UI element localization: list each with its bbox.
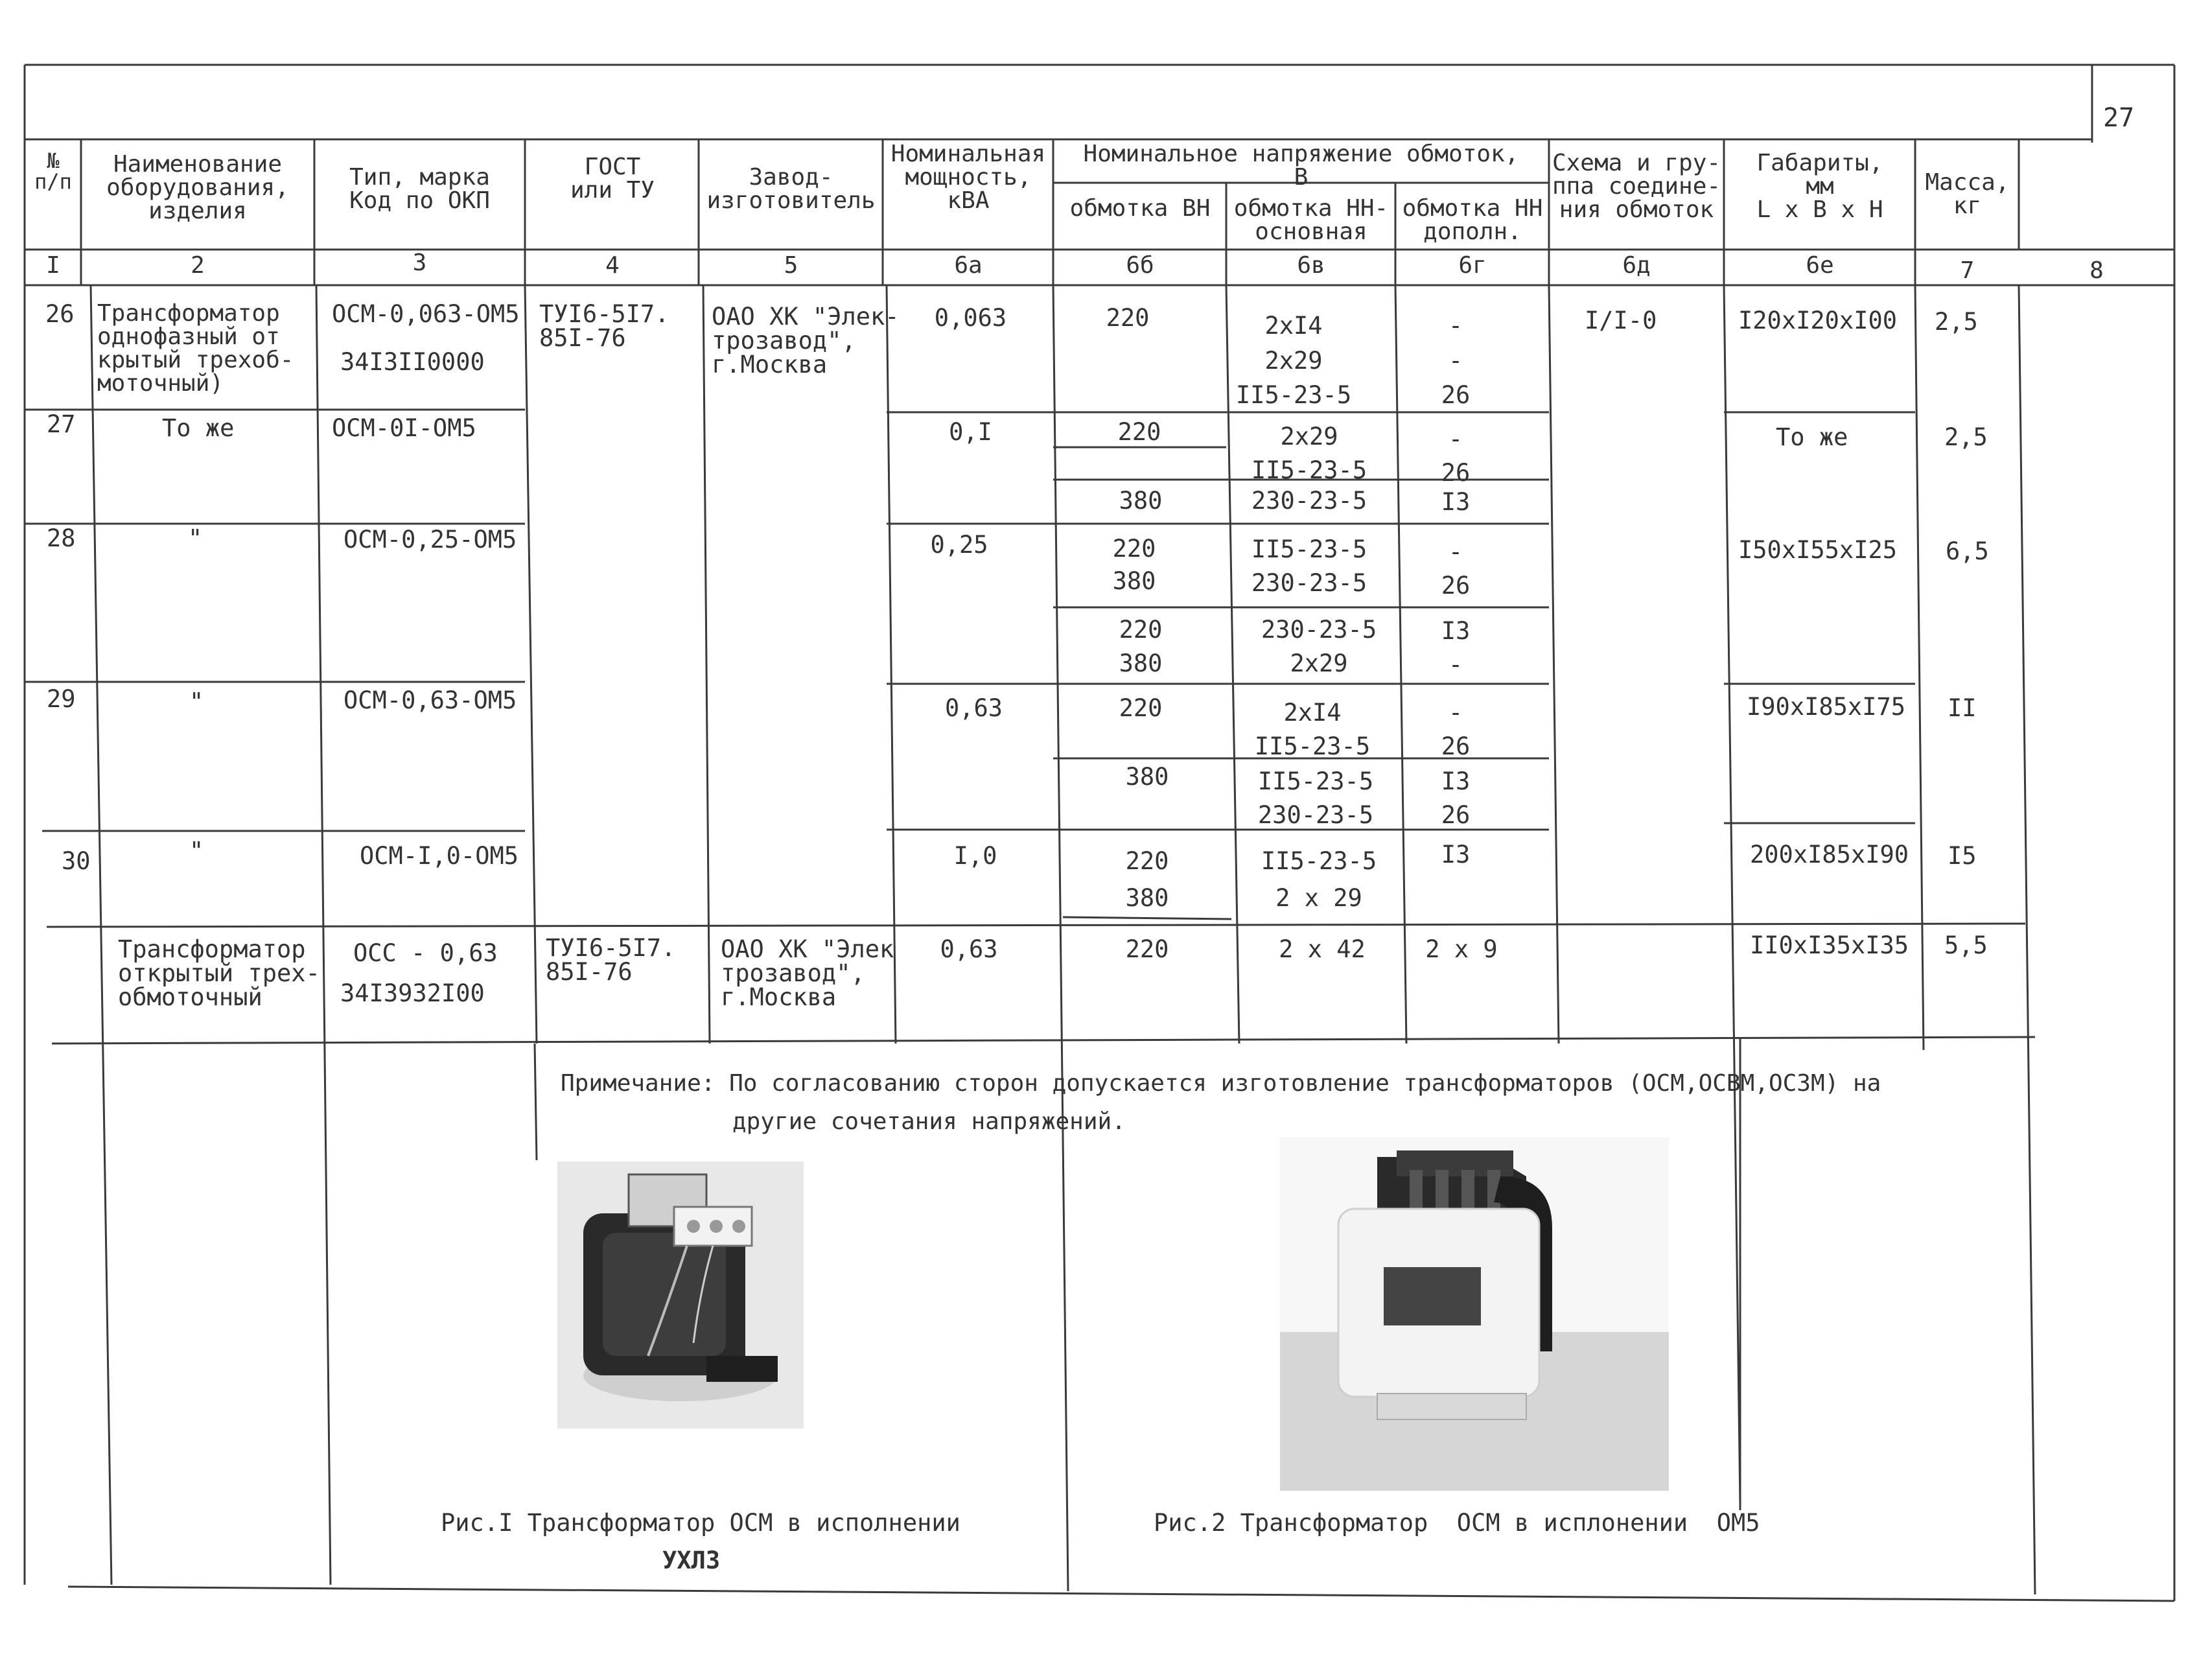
row31-code: 34I3932I00 bbox=[340, 979, 485, 1007]
row28-vn1: 220 380 bbox=[1112, 535, 1156, 595]
row29-nn2: II5-23-5 230-23-5 bbox=[1257, 767, 1374, 829]
row28-nn1: II5-23-5 230-23-5 bbox=[1251, 535, 1367, 597]
row27-nn2: 230-23-5 bbox=[1251, 487, 1367, 515]
row29-add2: I3 26 bbox=[1441, 767, 1471, 829]
row31-nn: 2 x 42 bbox=[1279, 935, 1366, 963]
row30-name: " bbox=[189, 837, 204, 865]
row27-type: ОСМ-0I-ОМ5 bbox=[332, 414, 476, 442]
note-line-2: другие сочетания напряжений. bbox=[732, 1108, 1126, 1135]
row31-mass: 5,5 bbox=[1944, 931, 1988, 959]
row26-type: ОСМ-0,063-ОМ5 bbox=[332, 300, 520, 328]
col-num-6a: 6а bbox=[954, 252, 983, 279]
note-line-1: Примечание: По согласованию сторон допускается изготовление трансформаторов (ОСМ,ОСВМ,ОСЗМ) на bbox=[561, 1070, 1881, 1097]
row26-power: 0,063 bbox=[934, 304, 1007, 332]
row31-vn: 220 bbox=[1125, 935, 1169, 963]
row27-add2: I3 bbox=[1441, 488, 1471, 516]
transformer-om5-illustration bbox=[1280, 1138, 1669, 1491]
header-type: Тип, марка Код по ОКП bbox=[349, 164, 490, 214]
header-vn: обмотка ВН bbox=[1069, 195, 1211, 222]
row27-num: 27 bbox=[47, 410, 76, 438]
header-nn-add: обмотка НН дополн. bbox=[1402, 195, 1543, 245]
row27-vn2: 380 bbox=[1119, 487, 1163, 515]
row28-power: 0,25 bbox=[930, 531, 988, 559]
row29-power: 0,63 bbox=[944, 694, 1003, 722]
row26-vn: 220 bbox=[1106, 304, 1150, 332]
row27-nn1: 2x29 II5-23-5 bbox=[1251, 423, 1367, 484]
col-num-6v: 6в bbox=[1297, 252, 1325, 279]
row30-nn: II5-23-5 2 x 29 bbox=[1261, 847, 1377, 913]
row27-mass: 2,5 bbox=[1944, 423, 1988, 451]
row31-type: ОСС - 0,63 bbox=[353, 939, 498, 967]
row28-mass: 6,5 bbox=[1946, 537, 1989, 565]
row30-dims: 200xI85xI90 bbox=[1750, 841, 1909, 869]
row29-dims: I90xI85xI75 bbox=[1747, 693, 1906, 721]
row26-code: 34I3II0000 bbox=[340, 348, 485, 376]
row28-nn2: 230-23-5 2x29 bbox=[1261, 616, 1377, 677]
row27-name: То же bbox=[162, 414, 235, 442]
row30-add: I3 bbox=[1441, 841, 1471, 869]
row30-num: 30 bbox=[62, 847, 91, 875]
header-dims: Габариты, мм L x B x H bbox=[1756, 150, 1883, 223]
col-num-5: 5 bbox=[784, 252, 798, 279]
col-num-4: 4 bbox=[605, 252, 620, 279]
row26-nn-main: 2xI4 2x29 II5-23-5 bbox=[1235, 312, 1352, 410]
figure-1-caption: Рис.I Трансформатор ОСМ в исполнении bbox=[441, 1509, 960, 1537]
row31-add: 2 x 9 bbox=[1425, 935, 1498, 963]
col-num-7: 7 bbox=[1960, 257, 1975, 284]
col-num-6g: 6г bbox=[1458, 252, 1487, 279]
col-num-6d: 6д bbox=[1622, 252, 1651, 279]
col-num-6e: 6е bbox=[1806, 252, 1834, 279]
col-num-6b: 6б bbox=[1126, 252, 1154, 279]
figure-1-caption-2: УХЛ3 bbox=[662, 1546, 721, 1574]
row26-gost: ТУI6-5I7. 85I-76 bbox=[539, 300, 669, 352]
col-num-3: 3 bbox=[412, 250, 427, 276]
header-name: Наименование оборудования, изделия bbox=[106, 151, 289, 224]
row29-add1: - 26 bbox=[1441, 699, 1471, 760]
col-num-8: 8 bbox=[2089, 257, 2104, 284]
header-gost: ГОСТ или ТУ bbox=[570, 154, 655, 204]
row29-name: " bbox=[189, 688, 204, 716]
transformer-uhl3-illustration bbox=[557, 1161, 804, 1429]
row29-mass: II bbox=[1948, 694, 1977, 722]
row29-vn1: 220 bbox=[1119, 694, 1163, 722]
header-voltage-group: Номинальное напряжение обмоток, В bbox=[1083, 141, 1519, 191]
row29-num: 29 bbox=[47, 685, 76, 713]
row26-nn-add: - - 26 bbox=[1441, 312, 1471, 410]
row28-type: ОСМ-0,25-ОМ5 bbox=[343, 526, 517, 554]
row26-plant: ОАО ХК "Элек- трозавод", г.Москва bbox=[712, 303, 900, 379]
row27-vn1: 220 bbox=[1117, 418, 1161, 446]
header-mass: Масса, кг bbox=[1925, 169, 2010, 219]
figure-1-photo bbox=[557, 1161, 804, 1429]
row31-dims: II0xI35xI35 bbox=[1750, 931, 1909, 959]
row30-vn: 220 380 bbox=[1125, 847, 1169, 913]
row30-mass: I5 bbox=[1948, 842, 1977, 870]
row28-dims: I50xI55xI25 bbox=[1738, 536, 1898, 564]
row27-power: 0,I bbox=[949, 418, 992, 446]
row31-power: 0,63 bbox=[940, 935, 998, 963]
row31-gost: ТУI6-5I7. 85I-76 bbox=[546, 934, 676, 986]
header-scheme: Схема и гру- ппа соедине- ния обмоток bbox=[1552, 150, 1721, 223]
col-num-2: 2 bbox=[191, 252, 205, 279]
row30-power: I,0 bbox=[953, 842, 997, 870]
row26-name: Трансформатор однофазный от крытый трехоб- моточный) bbox=[97, 300, 294, 397]
row28-num: 28 bbox=[47, 524, 76, 552]
row26-mass: 2,5 bbox=[1935, 308, 1978, 336]
row30-type: ОСМ-I,0-ОМ5 bbox=[360, 842, 519, 870]
col-num-1: I bbox=[46, 252, 60, 279]
row29-type: ОСМ-0,63-ОМ5 bbox=[343, 686, 517, 714]
row28-add2: I3 - bbox=[1441, 617, 1471, 679]
header-num: № п/п bbox=[34, 148, 72, 194]
page-number: 27 bbox=[2103, 103, 2135, 133]
figure-2-caption: Рис.2 Трансформатор ОСМ в исплонении ОМ5 bbox=[1154, 1509, 1760, 1537]
row27-dims: То же bbox=[1776, 423, 1848, 451]
row31-plant: ОАО ХК "Элек трозавод", г.Москва bbox=[721, 935, 894, 1011]
row29-nn1: 2xI4 II5-23-5 bbox=[1254, 699, 1371, 760]
header-plant: Завод- изготовитель bbox=[706, 164, 876, 214]
row28-name: " bbox=[188, 524, 203, 552]
row26-num: 26 bbox=[45, 300, 75, 328]
figure-2-photo bbox=[1280, 1138, 1669, 1491]
row28-add1: - 26 bbox=[1441, 538, 1471, 600]
row27-add1: - 26 bbox=[1441, 425, 1471, 487]
header-nn-main: обмотка НН- основная bbox=[1233, 195, 1389, 245]
row26-dims: I20xI20xI00 bbox=[1738, 307, 1898, 334]
row26-scheme: I/I-0 bbox=[1585, 307, 1657, 334]
row28-vn2: 220 380 bbox=[1119, 616, 1163, 677]
row31-name: Трансформатор открытый трех- обмоточный bbox=[118, 935, 320, 1011]
header-power: Номинальная мощность, кВА bbox=[890, 141, 1046, 214]
row29-vn2: 380 bbox=[1125, 763, 1169, 791]
